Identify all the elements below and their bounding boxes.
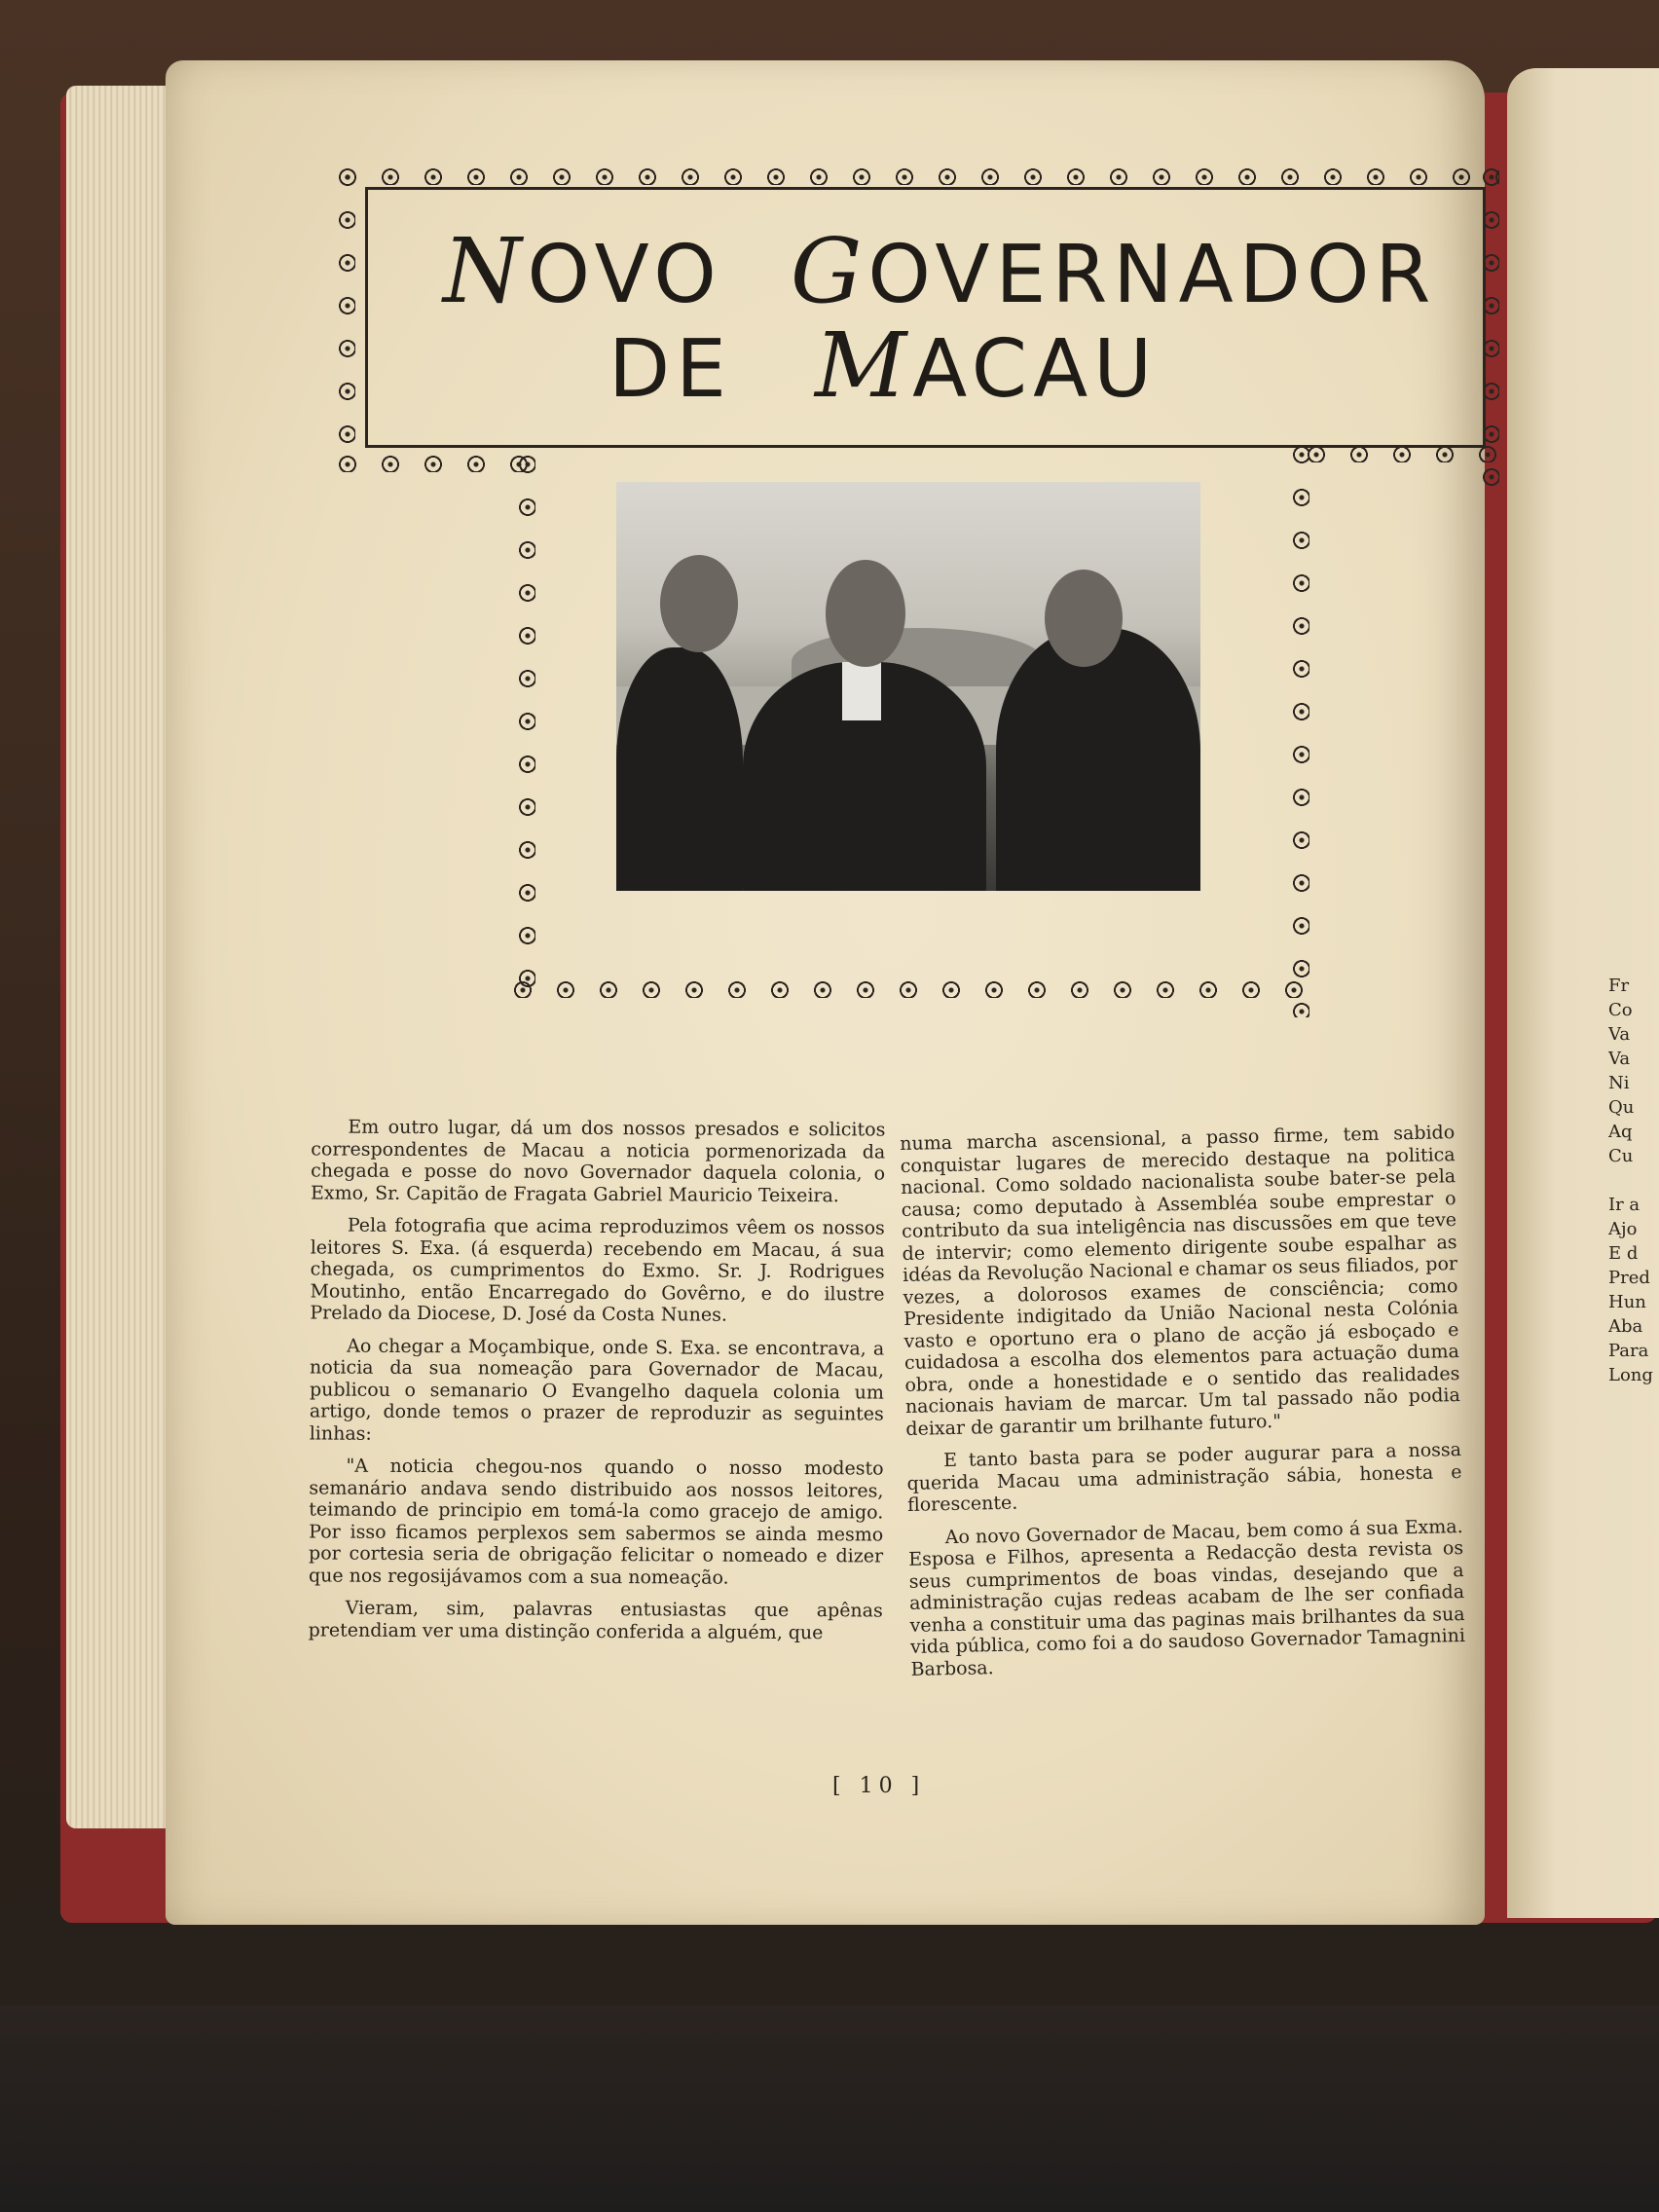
- floor: [0, 2006, 1659, 2212]
- paragraph: Ao chegar a Moçambique, onde S. Exa. se encontrava, a noticia da sua nomeação para Governador de Macau, publicou o semanario O Evangelho daquela colonia um artigo, donde temos o prazer de reproduzir as seguintes linhas:: [309, 1335, 885, 1445]
- title-initial-m: M: [814, 313, 913, 418]
- right-page-text: Fr Co Va Va Ni Qu Aq Cu Ir a Ajo E d Pred Hun Aba Para Long: [1608, 976, 1653, 1385]
- ornament-left-title: [326, 156, 355, 467]
- page-title-line1: NOVO GOVERNADOR: [443, 219, 1437, 323]
- paragraph: Em outro lugar, dá um dos nossos presados e solicitos correspondentes de Macau a noticia pormenorizada da chegada e posse do novo Governador daquela colonia, o Exmo, Sr. Capitão de Fragata Gabriel Mauricio Teixeira.: [310, 1116, 886, 1206]
- person-right-head: [1045, 570, 1123, 667]
- ornament-photo-left: [506, 443, 535, 998]
- title-initial-n: N: [443, 219, 528, 323]
- title-initial-g: G: [790, 219, 868, 323]
- article-column-2: [900, 1122, 1466, 1691]
- article-column-1: [309, 1116, 886, 1654]
- paragraph: numa marcha ascensional, a passo firme, tem sabido conquistar lugares de merecido destaque na politica nacional. Como soldado nacionalista soube bater-se pela causa; como deputado à Assembléa soube emprestar o contributo da sua inteligência nas discussões em que teve de intervir; como elemento dirigente soube espalhar as idéas da Revolução Nacional e chamar os seus filiados, por vezes, a dolorosos exames de consciência; como Presidente indigitado da União Nacional nesta Colónia vasto e oportuno era o plano de acção já esboçado e cuidadosa a escolha dos elementos para actuação duma obra, onde a honestidade e o sentido das realidades nacionais haviam de marcar. Um tal passado não podia deixar de garantir um brilhante futuro.": [900, 1122, 1461, 1440]
- person-right: [996, 628, 1200, 891]
- ornament-bottom: [501, 969, 1319, 998]
- photograph: [616, 482, 1200, 891]
- paragraph: Pela fotografia que acima reproduzimos vêem os nossos leitores S. Exa. (á esquerda) recebendo em Macau, á sua chegada, os cumprimentos do Exmo. Sr. J. Rodrigues Moutinho, então Encarregado do Govêrno, e do ilustre Prelado da Diocese, D. José da Costa Nunes.: [310, 1214, 885, 1326]
- person-left: [616, 647, 743, 891]
- ornament-top: [326, 156, 1499, 185]
- ornament-photo-right: [1280, 433, 1309, 1017]
- paragraph: E tanto basta para se poder augurar para a nossa querida Macau uma administração sábia, honesta e florescente.: [906, 1439, 1462, 1516]
- page-title-line2: DE MACAU: [608, 313, 1159, 418]
- paragraph: Ao novo Governador de Macau, bem como á sua Exma. Esposa e Filhos, apresenta a Redacção desta revista os seus cumprimentos de boas vindas, desejando que a administração cujas redeas acabam de lhe ser confiada venha a constituir uma das paginas mais brilhantes da sua vida pública, como foi a do saudoso Governador Tamagnini Barbosa.: [908, 1515, 1466, 1680]
- person-left-head: [660, 555, 738, 652]
- paragraph: Vieram, sim, palavras entusiastas que apênas pretendiam ver uma distinção conferida a alguém, que: [308, 1597, 883, 1643]
- person-center-head: [826, 560, 905, 667]
- page-number: [ 10 ]: [832, 1774, 926, 1798]
- quote-paragraph: "A noticia chegou-nos quando o nosso modesto semanário andava sendo distribuido aos nossos leitores, teimando de principio em tomá-la como gracejo de amigo. Por isso ficamos perplexos sem sabermos se ainda mesmo por cortesia seria de obrigação felicitar o nomeado e dizer que nos regosijávamos com a sua nomeação.: [308, 1455, 884, 1589]
